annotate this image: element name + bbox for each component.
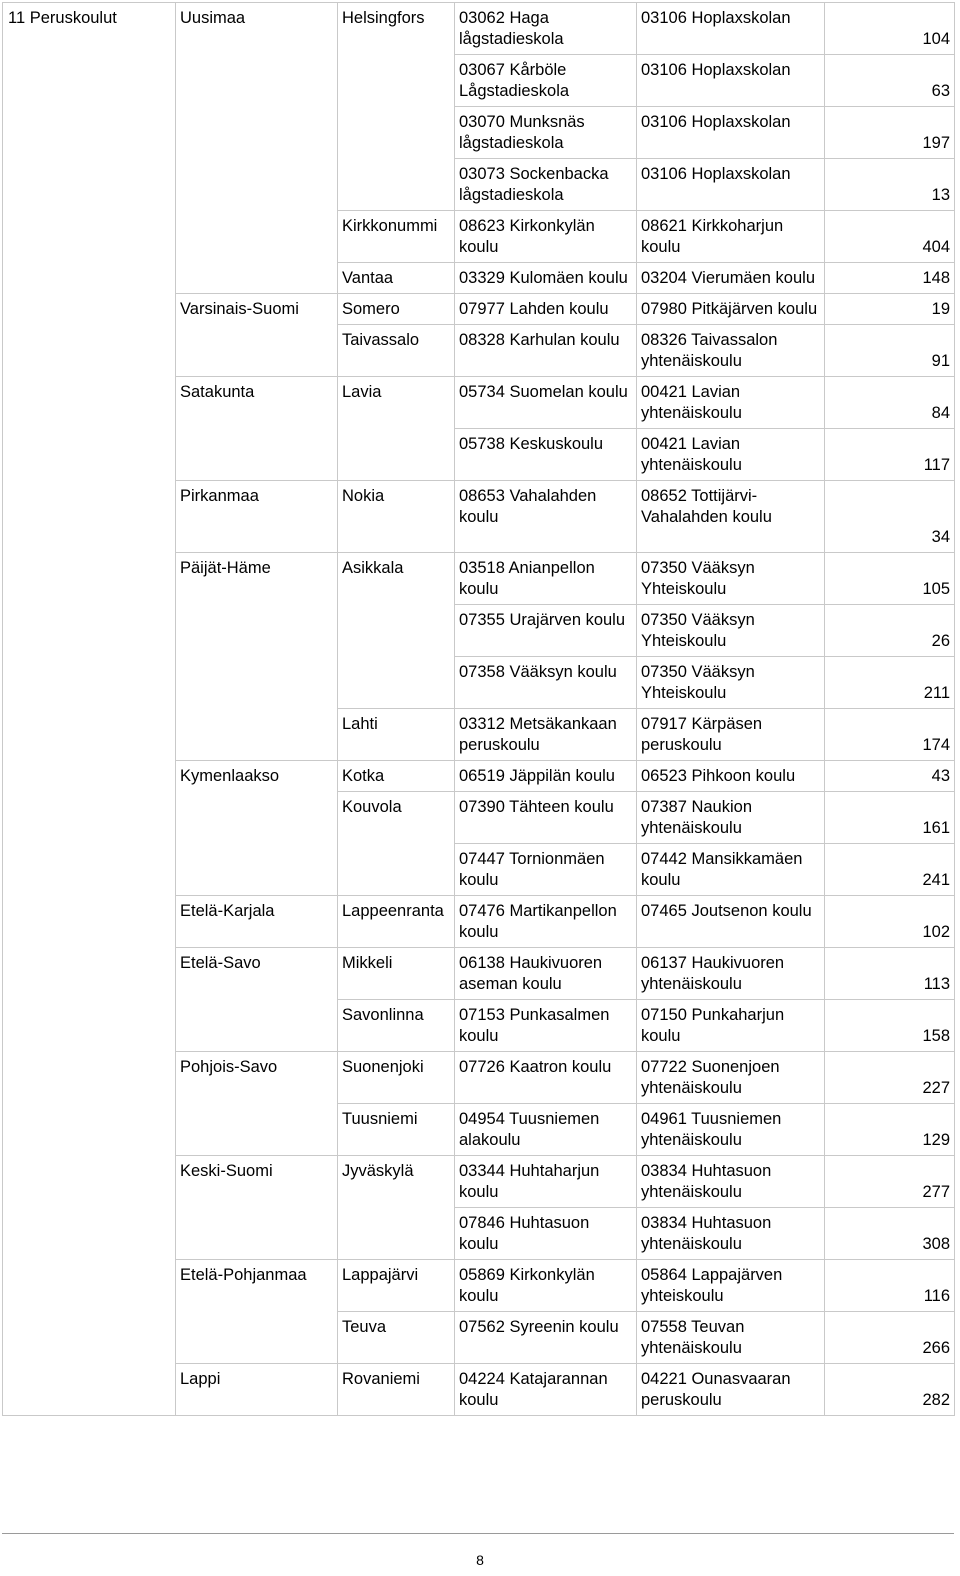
closing-school-cell: 08653 Vahalahden koulu: [455, 481, 637, 553]
municipality-cell: Nokia: [338, 481, 455, 553]
footer-divider: [2, 1533, 954, 1534]
pupil-count-cell: 117: [825, 429, 955, 481]
closing-school-cell: 04954 Tuusniemen alakoulu: [455, 1104, 637, 1156]
closing-school-cell: 03062 Haga lågstadieskola: [455, 3, 637, 55]
region-cell: Etelä-Pohjanmaa: [176, 1260, 338, 1364]
receiving-school-cell: 06523 Pihkoon koulu: [637, 761, 825, 792]
receiving-school-cell: 07917 Kärpäsen peruskoulu: [637, 709, 825, 761]
closing-school-cell: 07355 Urajärven koulu: [455, 605, 637, 657]
pupil-count-cell: 105: [825, 553, 955, 605]
pupil-count-cell: 13: [825, 159, 955, 211]
pupil-count-cell: 104: [825, 3, 955, 55]
pupil-count-cell: 158: [825, 1000, 955, 1052]
receiving-school-cell: 07350 Vääksyn Yhteiskoulu: [637, 605, 825, 657]
municipality-cell: Teuva: [338, 1312, 455, 1364]
municipality-cell: Kirkkonummi: [338, 211, 455, 263]
municipality-cell: Lappajärvi: [338, 1260, 455, 1312]
municipality-cell: Rovaniemi: [338, 1364, 455, 1416]
pupil-count-cell: 148: [825, 263, 955, 294]
closing-school-cell: 07846 Huhtasuon koulu: [455, 1208, 637, 1260]
region-cell: Keski-Suomi: [176, 1156, 338, 1260]
closing-school-cell: 03070 Munksnäs lågstadieskola: [455, 107, 637, 159]
municipality-cell: Asikkala: [338, 553, 455, 709]
pupil-count-cell: 266: [825, 1312, 955, 1364]
region-cell: Pirkanmaa: [176, 481, 338, 553]
receiving-school-cell: 07442 Mansikkamäen koulu: [637, 844, 825, 896]
receiving-school-cell: 03106 Hoplaxskolan: [637, 159, 825, 211]
pupil-count-cell: 116: [825, 1260, 955, 1312]
municipality-cell: Tuusniemi: [338, 1104, 455, 1156]
municipality-cell: Lahti: [338, 709, 455, 761]
receiving-school-cell: 03834 Huhtasuon yhtenäiskoulu: [637, 1208, 825, 1260]
municipality-cell: Jyväskylä: [338, 1156, 455, 1260]
closing-school-cell: 03518 Anianpellon koulu: [455, 553, 637, 605]
table-row: [3, 3, 955, 55]
closing-school-cell: 08623 Kirkonkylän koulu: [455, 211, 637, 263]
receiving-school-cell: 07387 Naukion yhtenäiskoulu: [637, 792, 825, 844]
pupil-count-cell: 197: [825, 107, 955, 159]
closing-school-cell: 05738 Keskuskoulu: [455, 429, 637, 481]
closing-school-cell: 05869 Kirkonkylän koulu: [455, 1260, 637, 1312]
municipality-cell: Savonlinna: [338, 1000, 455, 1052]
municipality-cell: Helsingfors: [338, 3, 455, 211]
pupil-count-cell: 227: [825, 1052, 955, 1104]
receiving-school-cell: 07980 Pitkäjärven koulu: [637, 294, 825, 325]
region-cell: Kymenlaakso: [176, 761, 338, 896]
pupil-count-cell: 63: [825, 55, 955, 107]
region-cell: Satakunta: [176, 377, 338, 481]
closing-school-cell: 03312 Metsäkankaan peruskoulu: [455, 709, 637, 761]
receiving-school-cell: 07722 Suonenjoen yhtenäiskoulu: [637, 1052, 825, 1104]
region-cell: Etelä-Karjala: [176, 896, 338, 948]
pupil-count-cell: 102: [825, 896, 955, 948]
receiving-school-cell: 03204 Vierumäen koulu: [637, 263, 825, 294]
receiving-school-cell: 07350 Vääksyn Yhteiskoulu: [637, 553, 825, 605]
closing-school-cell: 03329 Kulomäen koulu: [455, 263, 637, 294]
closing-school-cell: 07977 Lahden koulu: [455, 294, 637, 325]
region-cell: Varsinais-Suomi: [176, 294, 338, 377]
closing-school-cell: 07153 Punkasalmen koulu: [455, 1000, 637, 1052]
municipality-cell: Suonenjoki: [338, 1052, 455, 1104]
pupil-count-cell: 308: [825, 1208, 955, 1260]
pupil-count-cell: 43: [825, 761, 955, 792]
pupil-count-cell: 241: [825, 844, 955, 896]
school-type-cell: 11 Peruskoulut: [3, 3, 176, 1416]
receiving-school-cell: 03106 Hoplaxskolan: [637, 107, 825, 159]
pupil-count-cell: 84: [825, 377, 955, 429]
receiving-school-cell: 04961 Tuusniemen yhtenäiskoulu: [637, 1104, 825, 1156]
closing-school-cell: 06138 Haukivuoren aseman koulu: [455, 948, 637, 1000]
receiving-school-cell: 00421 Lavian yhtenäiskoulu: [637, 429, 825, 481]
receiving-school-cell: 05864 Lappajärven yhteiskoulu: [637, 1260, 825, 1312]
pupil-count-cell: 91: [825, 325, 955, 377]
pupil-count-cell: 211: [825, 657, 955, 709]
municipality-cell: Mikkeli: [338, 948, 455, 1000]
receiving-school-cell: 06137 Haukivuoren yhtenäiskoulu: [637, 948, 825, 1000]
region-cell: Lappi: [176, 1364, 338, 1416]
closing-school-cell: 06519 Jäppilän koulu: [455, 761, 637, 792]
municipality-cell: Kouvola: [338, 792, 455, 896]
receiving-school-cell: 04221 Ounasvaaran peruskoulu: [637, 1364, 825, 1416]
closing-school-cell: 07562 Syreenin koulu: [455, 1312, 637, 1364]
municipality-cell: Kotka: [338, 761, 455, 792]
closing-school-cell: 07726 Kaatron koulu: [455, 1052, 637, 1104]
receiving-school-cell: 08326 Taivassalon yhtenäiskoulu: [637, 325, 825, 377]
closing-school-cell: 03344 Huhtaharjun koulu: [455, 1156, 637, 1208]
school-closures-table: [2, 2, 955, 1416]
closing-school-cell: 07447 Tornionmäen koulu: [455, 844, 637, 896]
pupil-count-cell: 161: [825, 792, 955, 844]
receiving-school-cell: 03106 Hoplaxskolan: [637, 3, 825, 55]
pupil-count-cell: 26: [825, 605, 955, 657]
pupil-count-cell: 282: [825, 1364, 955, 1416]
municipality-cell: Lavia: [338, 377, 455, 481]
closing-school-cell: 08328 Karhulan koulu: [455, 325, 637, 377]
region-cell: Päijät-Häme: [176, 553, 338, 761]
receiving-school-cell: 00421 Lavian yhtenäiskoulu: [637, 377, 825, 429]
receiving-school-cell: 08652 Tottijärvi-Vahalahden koulu: [637, 481, 825, 553]
closing-school-cell: 05734 Suomelan koulu: [455, 377, 637, 429]
closing-school-cell: 07358 Vääksyn koulu: [455, 657, 637, 709]
closing-school-cell: 04224 Katajarannan koulu: [455, 1364, 637, 1416]
municipality-cell: Somero: [338, 294, 455, 325]
pupil-count-cell: 19: [825, 294, 955, 325]
closing-school-cell: 03073 Sockenbacka lågstadieskola: [455, 159, 637, 211]
receiving-school-cell: 07350 Vääksyn Yhteiskoulu: [637, 657, 825, 709]
pupil-count-cell: 404: [825, 211, 955, 263]
municipality-cell: Lappeenranta: [338, 896, 455, 948]
page-number: 8: [476, 1552, 484, 1568]
municipality-cell: Vantaa: [338, 263, 455, 294]
region-cell: Pohjois-Savo: [176, 1052, 338, 1156]
pupil-count-cell: 113: [825, 948, 955, 1000]
region-cell: Etelä-Savo: [176, 948, 338, 1052]
pupil-count-cell: 129: [825, 1104, 955, 1156]
receiving-school-cell: 07558 Teuvan yhtenäiskoulu: [637, 1312, 825, 1364]
pupil-count-cell: 34: [825, 481, 955, 553]
receiving-school-cell: 03834 Huhtasuon yhtenäiskoulu: [637, 1156, 825, 1208]
municipality-cell: Taivassalo: [338, 325, 455, 377]
closing-school-cell: 03067 Kårböle Lågstadieskola: [455, 55, 637, 107]
receiving-school-cell: 07150 Punkaharjun koulu: [637, 1000, 825, 1052]
pupil-count-cell: 277: [825, 1156, 955, 1208]
region-cell: Uusimaa: [176, 3, 338, 294]
receiving-school-cell: 07465 Joutsenon koulu: [637, 896, 825, 948]
pupil-count-cell: 174: [825, 709, 955, 761]
receiving-school-cell: 08621 Kirkkoharjun koulu: [637, 211, 825, 263]
closing-school-cell: 07390 Tähteen koulu: [455, 792, 637, 844]
receiving-school-cell: 03106 Hoplaxskolan: [637, 55, 825, 107]
closing-school-cell: 07476 Martikanpellon koulu: [455, 896, 637, 948]
